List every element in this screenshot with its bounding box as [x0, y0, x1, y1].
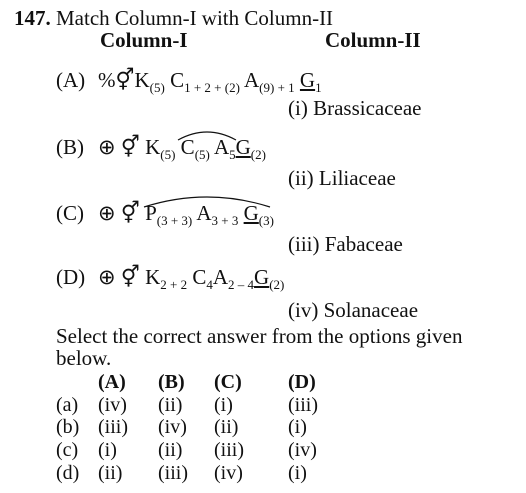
option-value: (ii) [158, 439, 183, 461]
option-value: (ii) [98, 462, 123, 484]
option-label[interactable]: (c) [56, 439, 79, 461]
question-number: 147. [14, 6, 51, 30]
floral-formula-d: ⊕ ⚥ $K_{2 + 2}$ $C_4A_{2 - 4}G_{(2)}$ [98, 265, 285, 292]
bisexual-icon: ⚥ [120, 201, 140, 225]
option-value: (i) [288, 416, 307, 438]
option-header: (C) [214, 371, 242, 393]
actinomorphic-icon: ⊕ [98, 135, 116, 159]
epiphyllous-arc [142, 193, 272, 209]
option-value: (iv) [98, 394, 127, 416]
bisexual-icon: ⚥ [120, 265, 140, 289]
option-value: (iv) [288, 439, 317, 461]
option-value: (iii) [158, 462, 188, 484]
epipetalous-arc [176, 128, 238, 142]
instruction-line-1: Select the correct answer from the options given [56, 324, 463, 348]
option-value: (i) [214, 394, 233, 416]
option-header: (A) [98, 371, 126, 393]
match-liliaceae: (ii) Liliaceae [288, 166, 396, 190]
option-value: (iv) [214, 462, 243, 484]
actinomorphic-icon: ⊕ [98, 265, 116, 289]
option-value: (i) [98, 439, 117, 461]
option-label[interactable]: (a) [56, 394, 79, 416]
option-value: (iii) [98, 416, 128, 438]
match-brassicaceae: (i) Brassicaceae [288, 96, 422, 120]
match-fabaceae: (iii) Fabaceae [288, 232, 403, 256]
top-cropped-text [0, 0, 526, 4]
item-letter: (C) [56, 201, 84, 225]
item-letter: (D) [56, 265, 86, 289]
option-header: (D) [288, 371, 316, 393]
actinomorphic-icon: ⊕ [98, 201, 116, 225]
floral-formula-c: ⊕ ⚥ $P_{(3 + 3)}$ $A_{3 + 3}$ $G_{(3)}$ [98, 201, 274, 228]
option-label[interactable]: (d) [56, 462, 80, 484]
option-value: (iii) [214, 439, 244, 461]
option-value: (iv) [158, 416, 187, 438]
option-value: (iii) [288, 394, 318, 416]
item-letter: (A) [56, 68, 86, 92]
bisexual-icon: ⚥ [115, 68, 135, 92]
column-2-header: Column-II [325, 28, 421, 52]
bisexual-icon: ⚥ [120, 135, 140, 159]
item-letter: (B) [56, 135, 84, 159]
match-solanaceae: (iv) Solanaceae [288, 298, 419, 322]
floral-formula-b: ⊕ ⚥ $K_{(5)}$ $C_{(5)}$ $A_5G_{(2)}$ [98, 135, 266, 162]
question-prompt: Match Column-I with Column-II [56, 6, 334, 30]
instruction-line-2: below. [56, 346, 112, 370]
option-value: (ii) [214, 416, 239, 438]
option-value: (ii) [158, 394, 183, 416]
option-label[interactable]: (b) [56, 416, 80, 438]
option-value: (i) [288, 462, 307, 484]
option-header: (B) [158, 371, 185, 393]
column-1-header: Column-I [100, 28, 188, 52]
zygomorphic-percent: % [98, 68, 116, 92]
floral-formula-a: $\%⚥K_{(5)}$ $C_{1 + 2 + (2)}$ $A_{(9) + 1}$ $G_1$ [98, 68, 322, 95]
